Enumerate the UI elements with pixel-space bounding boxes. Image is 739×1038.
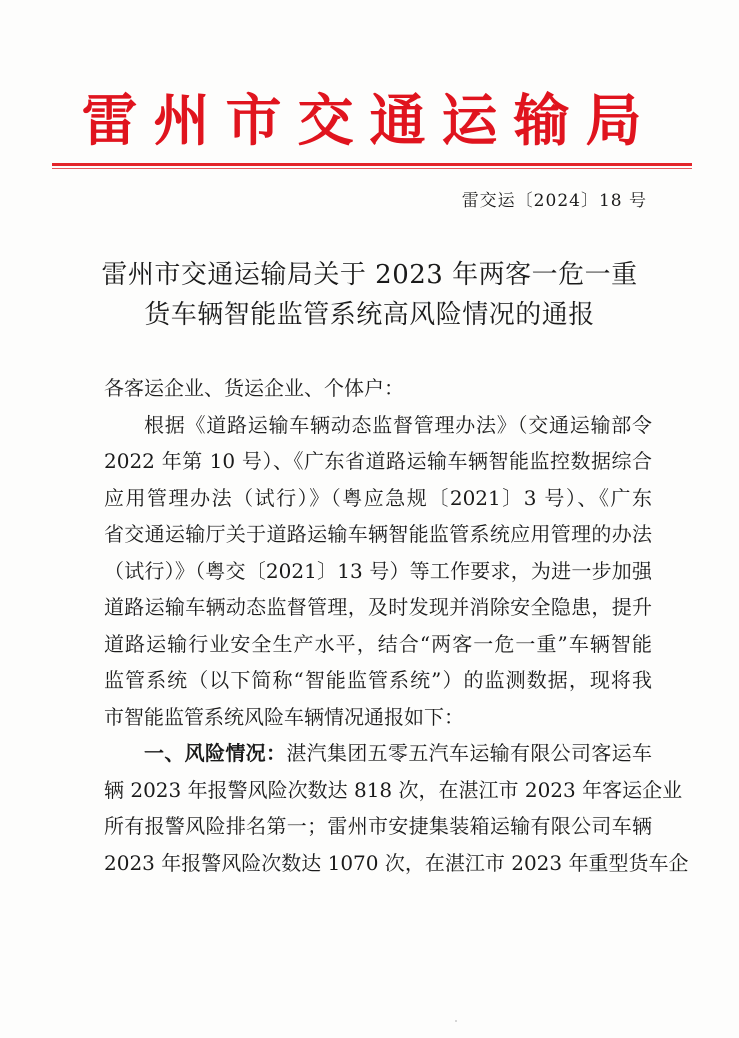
paragraph-1-line: （试行）》（粤交〔2021〕13 号）等工作要求，为进一步加强 [104,558,652,583]
document-title [0,255,739,335]
agency-letterhead-title: 雷州市交通运输局 [81,88,658,154]
paragraph-2-first-line-text: 湛汽集团五零五汽车运输有限公司客运车 [286,741,653,765]
paragraph-2-line: 所有报警风险排名第一；雷州市安捷集装箱运输有限公司车辆 [104,814,652,838]
paragraph-1-line: 应用管理办法（试行）》（粤应急规〔2021〕3 号）、《广东 [104,485,652,510]
risk-section-heading: 一、风险情况： [144,741,287,765]
document-number: 雷交运〔2024〕18 号 [461,191,647,211]
paragraph-1-line: 道路运输车辆动态监督管理，及时发现并消除安全隐患，提升 [104,595,652,619]
document-title-line-2: 货车辆智能监管系统高风险情况的通报 [144,300,595,330]
paragraph-1-line: 省交通运输厅关于道路运输车辆智能监管系统应用管理的办法 [104,522,652,546]
salutation: 各客运企业、货运企业、个体户： [104,376,404,400]
scan-speck [455,1020,457,1022]
paragraph-1-line: 根据《道路运输车辆动态监督管理办法》（交通运输部令 [144,412,652,437]
paragraph-1-line: 道路运输行业安全生产水平，结合“两客一危一重”车辆智能 [104,631,652,656]
document-title-line-1: 雷州市交通运输局关于 2023 年两客一危一重 [101,260,638,290]
paragraph-2-line: 辆 2023 年报警风险次数达 818 次，在湛江市 2023 年客运企业 [104,777,683,802]
letterhead-red-rule-thin [52,168,692,169]
document-body [104,370,689,881]
paragraph-2-first-line [104,735,652,772]
paragraph-1-line: 监管系统（以下简称“智能监管系统”）的监测数据，现将我 [104,668,652,692]
letterhead-red-rule [52,163,692,166]
paragraph-2-line: 2023 年报警风险次数达 1070 次，在湛江市 2023 年重型货车企 [104,850,689,875]
paragraph-1-line: 2022 年第 10 号）、《广东省道路运输车辆智能监控数据综合 [104,449,652,473]
paragraph-1-line: 市智能监管系统风险车辆情况通报如下： [104,704,464,729]
